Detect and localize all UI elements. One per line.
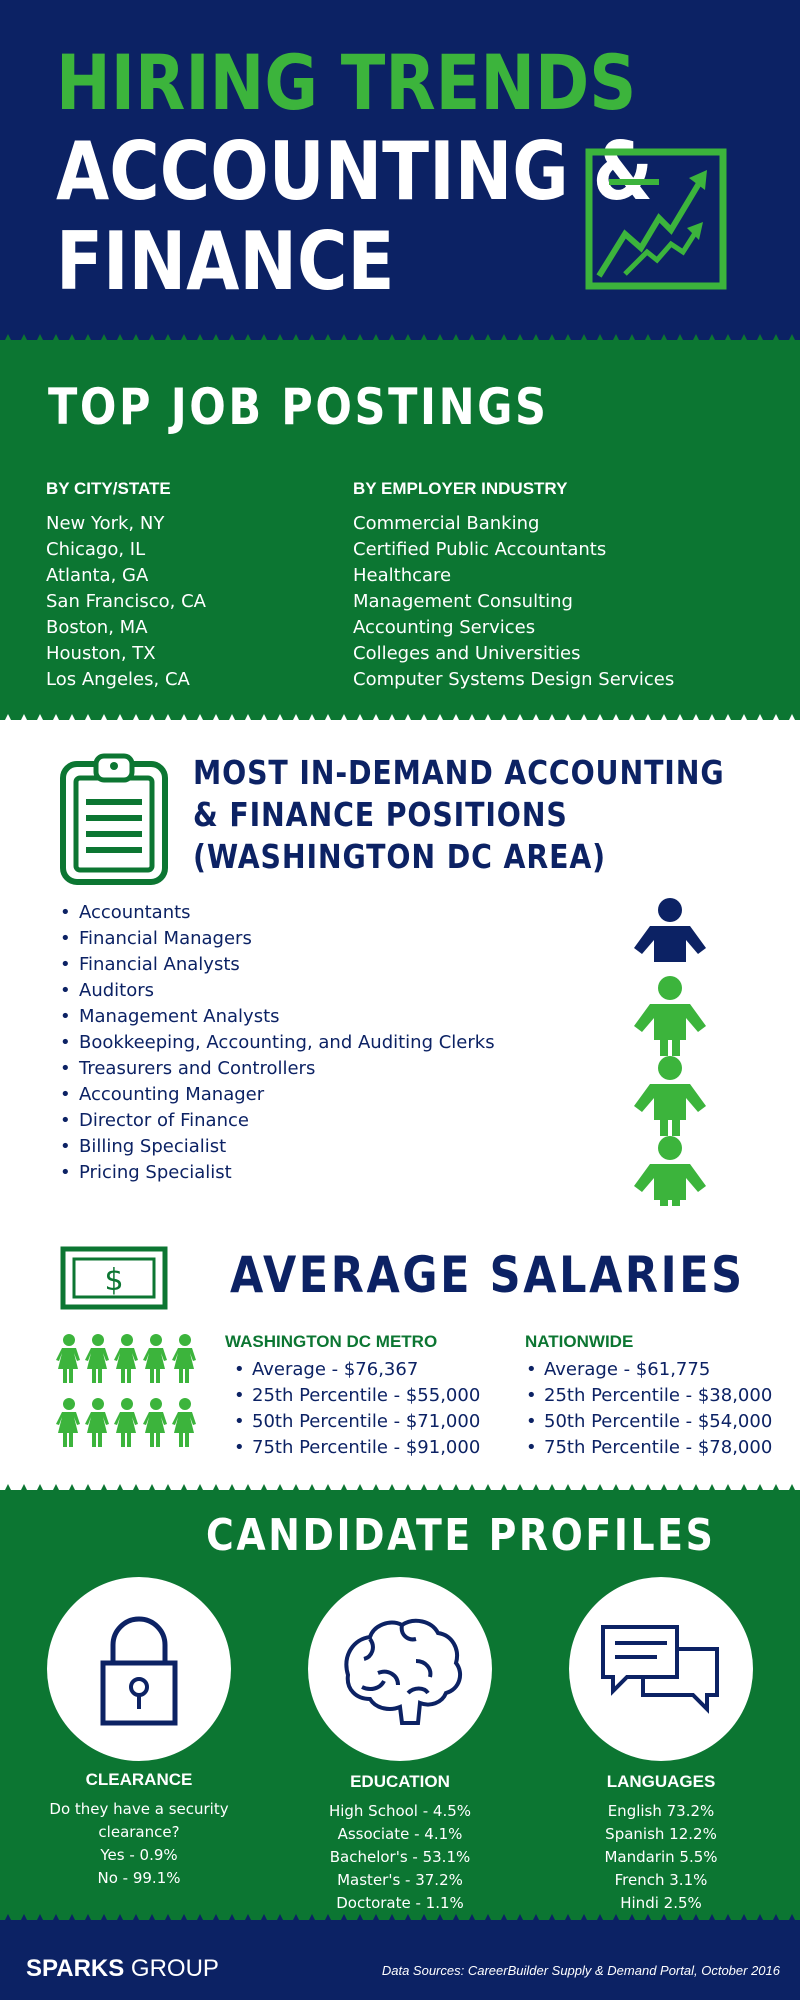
salary-item: • Average - $61,775	[526, 1357, 772, 1383]
salaries-title: AVERAGE SALARIES	[230, 1246, 745, 1304]
zigzag-divider	[0, 1914, 800, 1930]
profile-line: Master's - 37.2%	[337, 1871, 463, 1889]
salary-item: • 50th Percentile - $54,000	[526, 1409, 772, 1435]
profile-line: High School - 4.5%	[328, 1802, 472, 1820]
lock-icon	[47, 1577, 231, 1761]
languages-circle	[569, 1577, 753, 1761]
sparks-group-logo[interactable]: SPARKS GROUP	[26, 1955, 219, 1982]
industry-item: Commercial Banking	[353, 513, 540, 534]
salary-item: • 75th Percentile - $78,000	[526, 1435, 772, 1461]
salary-item: • 25th Percentile - $55,000	[234, 1383, 480, 1409]
education-details	[300, 1800, 500, 1915]
profile-line: Do they have a security clearance?	[49, 1800, 229, 1841]
salary-item: • 50th Percentile - $71,000	[234, 1409, 480, 1435]
speech-bubbles-icon	[569, 1577, 753, 1761]
woman-icon	[172, 1398, 196, 1447]
woman-icon	[56, 1334, 80, 1383]
woman-icon	[143, 1398, 167, 1447]
industry-list	[353, 511, 674, 693]
person-icon	[634, 1136, 706, 1206]
woman-icon	[56, 1398, 80, 1447]
nationwide-heading: NATIONWIDE	[525, 1332, 634, 1351]
profile-line: Bachelor's - 53.1%	[329, 1848, 471, 1866]
position-item: • Accounting Manager	[60, 1082, 495, 1108]
women-icons	[56, 1334, 204, 1456]
woman-icon	[172, 1334, 196, 1383]
data-sources: Data Sources: CareerBuilder Supply & Demand Portal, October 2016	[381, 1963, 780, 1978]
position-item: • Billing Specialist	[60, 1134, 495, 1160]
by-industry-heading: BY EMPLOYER INDUSTRY	[353, 479, 568, 498]
top-postings-title: TOP JOB POSTINGS	[48, 378, 549, 436]
clearance-circle	[47, 1577, 231, 1761]
profile-line: No - 99.1%	[97, 1869, 181, 1887]
profile-line: Mandarin 5.5%	[604, 1848, 718, 1866]
zigzag-divider	[0, 714, 800, 730]
position-item: • Auditors	[60, 978, 495, 1004]
dc-salary-list	[234, 1357, 480, 1461]
profile-line: Yes - 0.9%	[100, 1846, 178, 1864]
salary-item: • Average - $76,367	[234, 1357, 480, 1383]
industry-item: Computer Systems Design Services	[353, 669, 675, 690]
city-list	[46, 511, 206, 693]
profile-line: French 3.1%	[614, 1871, 708, 1889]
in-demand-title: MOST IN-DEMAND ACCOUNTING & FINANCE POSITIONS (WASHINGTON DC AREA)	[193, 753, 725, 876]
industry-item: Healthcare	[353, 565, 452, 586]
industry-item: Colleges and Universities	[353, 643, 581, 664]
education-circle	[308, 1577, 492, 1761]
title-hiring-trends: HIRING TRENDS	[56, 38, 637, 127]
clearance-details	[40, 1798, 238, 1890]
nationwide-salary-list	[526, 1357, 772, 1461]
industry-item: Certified Public Accountants	[353, 539, 607, 560]
position-item: • Accountants	[60, 900, 495, 926]
by-city-heading: BY CITY/STATE	[46, 479, 171, 498]
brain-icon	[308, 1577, 492, 1761]
languages-details	[561, 1800, 761, 1915]
position-item: • Financial Analysts	[60, 952, 495, 978]
industry-item: Management Consulting	[353, 591, 573, 612]
woman-icon	[85, 1398, 109, 1447]
person-icon	[634, 898, 706, 962]
position-item: • Treasurers and Controllers	[60, 1056, 495, 1082]
city-item: Houston, TX	[46, 643, 156, 664]
languages-heading: LANGUAGES	[606, 1772, 716, 1791]
zigzag-divider	[0, 334, 800, 350]
clearance-heading: CLEARANCE	[85, 1770, 193, 1789]
title-finance: FINANCE	[56, 215, 395, 308]
profile-line: Hindi 2.5%	[620, 1894, 702, 1912]
profile-line: Spanish 12.2%	[605, 1825, 717, 1843]
person-icon	[634, 976, 706, 1056]
city-item: Chicago, IL	[46, 539, 146, 560]
woman-icon	[143, 1334, 167, 1383]
woman-icon	[114, 1334, 138, 1383]
title-accounting: ACCOUNTING &	[56, 125, 653, 218]
position-item: • Management Analysts	[60, 1004, 495, 1030]
money-bill-icon	[60, 1246, 168, 1310]
position-item: • Bookkeeping, Accounting, and Auditing Clerks	[60, 1030, 495, 1056]
woman-icon	[85, 1334, 109, 1383]
people-icons	[632, 896, 712, 1206]
position-item: • Director of Finance	[60, 1108, 495, 1134]
profile-line: English 73.2%	[607, 1802, 715, 1820]
dollar-sign: $	[104, 1263, 124, 1298]
city-item: Los Angeles, CA	[46, 669, 190, 690]
profile-line: Associate - 4.1%	[337, 1825, 463, 1843]
growth-chart-icon	[585, 148, 727, 290]
city-item: San Francisco, CA	[46, 591, 206, 612]
woman-icon	[114, 1398, 138, 1447]
person-icon	[634, 1056, 706, 1136]
salary-item: • 75th Percentile - $91,000	[234, 1435, 480, 1461]
clipboard-icon	[58, 752, 170, 886]
education-heading: EDUCATION	[350, 1772, 450, 1791]
industry-item: Accounting Services	[353, 617, 536, 638]
city-item: New York, NY	[46, 513, 165, 534]
position-item: • Pricing Specialist	[60, 1160, 495, 1186]
positions-list	[60, 900, 495, 1186]
dc-metro-heading: WASHINGTON DC METRO	[225, 1332, 438, 1351]
salary-item: • 25th Percentile - $38,000	[526, 1383, 772, 1409]
city-item: Boston, MA	[46, 617, 148, 638]
profile-line: Doctorate - 1.1%	[336, 1894, 464, 1912]
zigzag-divider	[0, 1484, 800, 1500]
city-item: Atlanta, GA	[46, 565, 149, 586]
candidate-profiles-title: CANDIDATE PROFILES	[206, 1510, 716, 1561]
position-item: • Financial Managers	[60, 926, 495, 952]
